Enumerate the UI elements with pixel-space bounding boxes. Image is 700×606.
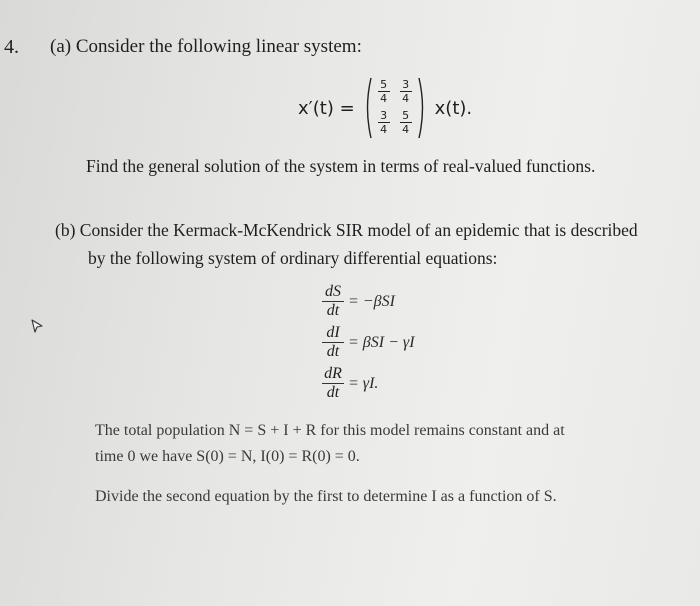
entry-denominator: 4 <box>380 92 388 105</box>
equation-lhs: x′(t) = <box>298 97 355 119</box>
derivative-numerator: dI <box>326 324 340 341</box>
equation-rhs: = βSI − γI <box>348 333 415 351</box>
ode-equation-ds <box>322 283 395 320</box>
derivative-denominator: dt <box>326 302 340 319</box>
part-b-intro-line1: (b) Consider the Kermack-McKendrick SIR model of an epidemic that is described <box>55 220 638 240</box>
part-a-instruction: Find the general solution of the system in terms of real-valued functions. <box>86 156 596 176</box>
entry-numerator: 3 <box>402 78 410 91</box>
coefficient-matrix <box>363 77 427 139</box>
matrix-entry <box>377 110 391 135</box>
matrix-equation <box>298 76 472 140</box>
equation-rhs: = −βSI <box>348 292 395 310</box>
equation-rhs: x(t). <box>434 97 473 119</box>
right-paren <box>417 77 427 139</box>
derivative-denominator: dt <box>326 343 340 360</box>
entry-numerator: 5 <box>380 78 388 91</box>
question-number: 4. <box>4 36 19 58</box>
derivative-fraction <box>322 324 344 361</box>
entry-numerator: 5 <box>402 109 410 122</box>
ode-equation-dr <box>322 365 378 402</box>
entry-denominator: 4 <box>402 92 410 105</box>
matrix-entry <box>377 79 391 104</box>
derivative-fraction <box>322 365 344 402</box>
equation-rhs: = γI. <box>348 374 379 392</box>
derivative-numerator: dR <box>324 365 342 382</box>
part-a-heading: (a) Consider the following linear system: <box>50 36 362 57</box>
part-b-intro-line2: by the following system of ordinary differential equations: <box>88 248 498 268</box>
population-statement-line2: time 0 we have S(0) = N, I(0) = R(0) = 0. <box>95 448 360 465</box>
entry-numerator: 3 <box>380 109 388 122</box>
ode-equation-di <box>322 324 415 361</box>
part-b-instruction: Divide the second equation by the first to determine I as a function of S. <box>95 488 557 505</box>
matrix-entry <box>399 79 413 104</box>
cursor-arrow-icon <box>30 318 44 334</box>
derivative-numerator: dS <box>325 283 341 300</box>
entry-denominator: 4 <box>380 123 388 136</box>
population-statement-line1: The total population N = S + I + R for this model remains constant and at <box>95 422 565 439</box>
matrix-entry <box>399 110 413 135</box>
derivative-denominator: dt <box>326 384 340 401</box>
left-paren <box>363 77 373 139</box>
entry-denominator: 4 <box>402 123 410 136</box>
derivative-fraction <box>322 283 344 320</box>
